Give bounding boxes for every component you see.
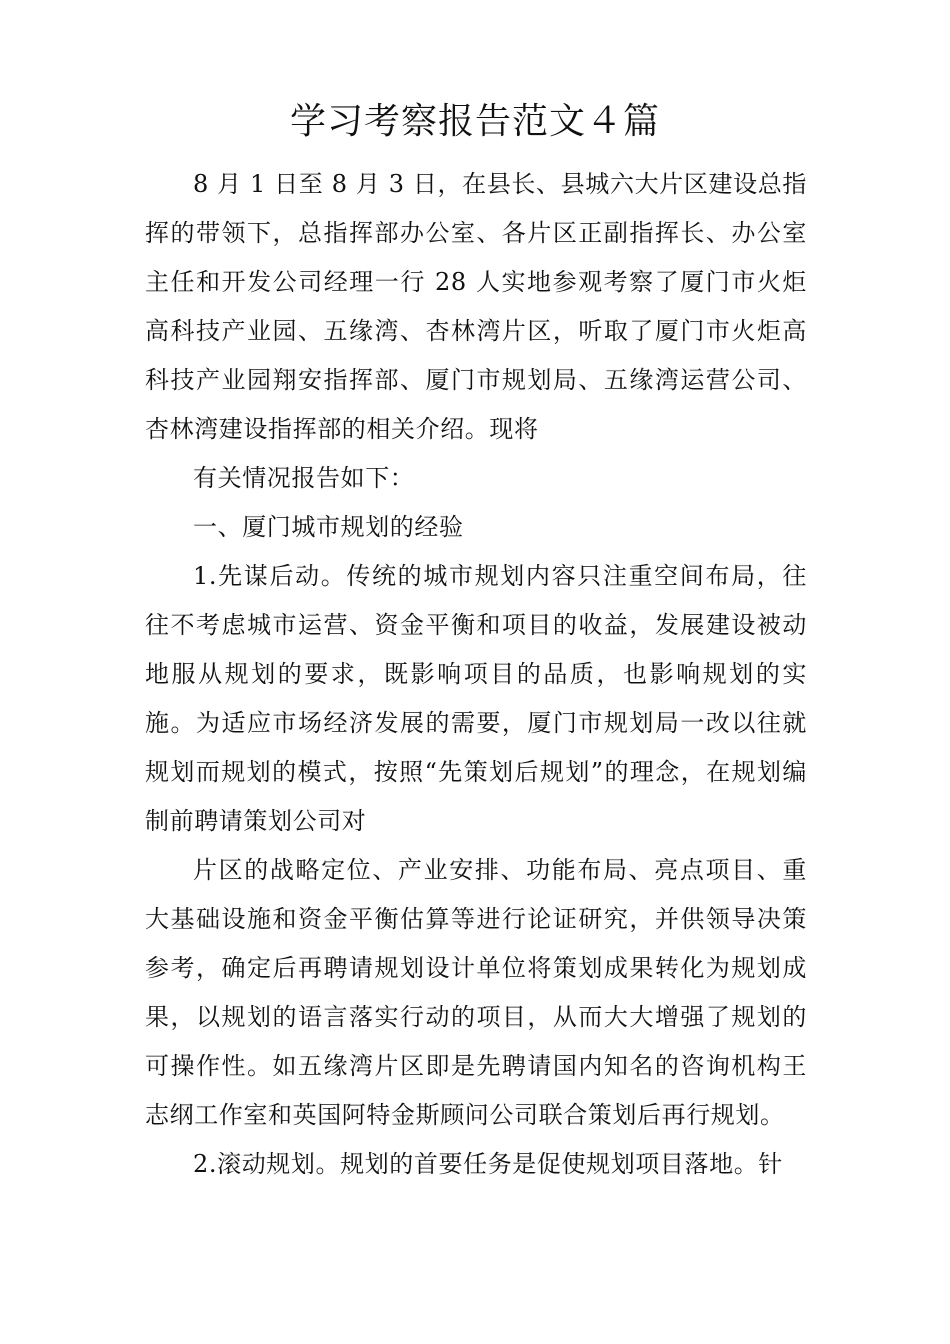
paragraph-item-1: 1.先谋后动。传统的城市规划内容只注重空间布局，往往不考虑城市运营、资金平衡和项目的收益，发展建设被动地服从规划的要求，既影响项目的品质，也影响规划的实施。为适应市场经济发展的需要，厦门市规划局一改以往就规划而规划的模式，按照“先策划后规划”的理念，在规划编制前聘请策划公司对: [145, 562, 807, 835]
paragraph-intro: 8 月 1 日至 8 月 3 日，在县长、县城六大片区建设总指挥的带领下，总指挥部办公室、各片区正副指挥长、办公室主任和开发公司经理一行 28 人实地参观考察了厦门市火炬高科技产业园、五缘湾、杏林湾片区，听取了厦门市火炬高科技产业园翔安指挥部、厦门市规划局、五缘湾运营公司、杏林湾建设指挥部的相关介绍。现将: [145, 170, 807, 443]
paragraph-report-lead: 有关情况报告如下：: [193, 464, 415, 492]
paragraph-item-1-continued: 片区的战略定位、产业安排、功能布局、亮点项目、重大基础设施和资金平衡估算等进行论证研究，并供领导决策参考，确定后再聘请规划设计单位将策划成果转化为规划成果，以规划的语言落实行动的项目，从而大大增强了规划的可操作性。如五缘湾片区即是先聘请国内知名的咨询机构王志纲工作室和英国阿特金斯顾问公司联合策划后再行规划。: [145, 856, 807, 1129]
paragraph-item-2: 2.滚动规划。规划的首要任务是促使规划项目落地。针: [193, 1150, 783, 1178]
document-body: [145, 160, 807, 1189]
section-heading-1: 一、厦门城市规划的经验: [193, 513, 464, 541]
document-title: 学习考察报告范文４篇: [289, 101, 660, 142]
